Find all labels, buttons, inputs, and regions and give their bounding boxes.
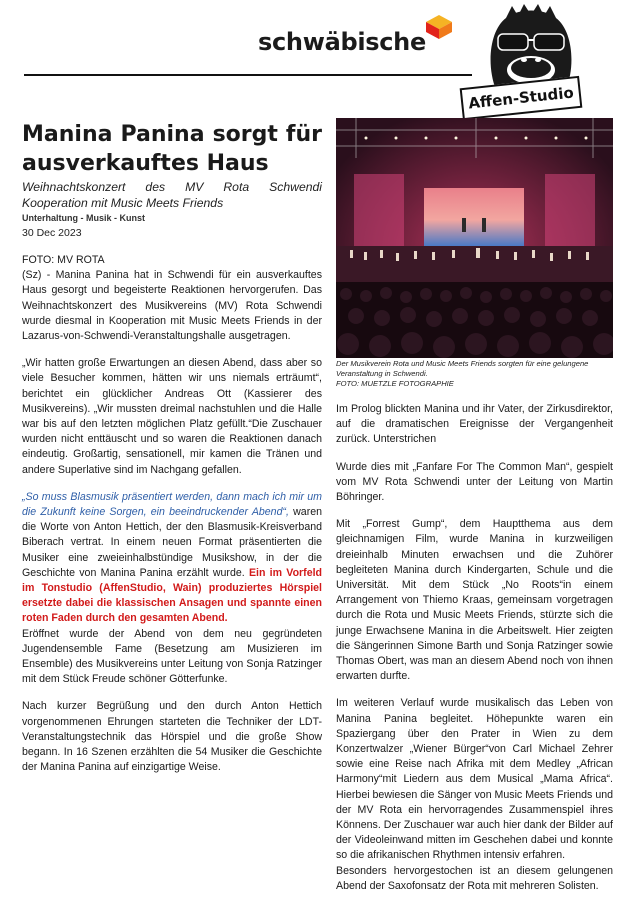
paragraph-intro: (Sz) - Manina Panina hat in Schwendi für ein ausverkauftes Haus gesorgt und begeisterte Reaktionen hervorgerufen. Das Weihnachtskonzert des Musikvereins (MV) Rota Schwendi wurde diesmal in Kooperation mit Music Meets Friends in der Lazarus-von-Schwendi-Veranstaltungshalle ausgetragen. xyxy=(22,269,322,343)
article-subheadline: Weihnachtskonzert des MV Rota Schwendi Kooperation mit Music Meets Friends xyxy=(22,180,322,210)
article-headline: Manina Panina sorgt für ausverkauftes Haus xyxy=(22,122,322,176)
left-column xyxy=(22,253,322,788)
logo-mark-icon xyxy=(426,15,452,39)
paragraph-forrest-gump: Mit „Forrest Gump“, dem Hauptthema aus dem gleichnamigen Film, wurde Manina in kurzweiligen dreieinhalb Minuten erwachsen und die Zuhörer begleiteten Manina durch Kindergarten, Schule und die Universität. Mit dem Stück „No Roots“in einem Arrangement von Thiemo Kraas, gemeinsam vorgetragen durch die Rota und Music Meets Friends, stürzte sich die junge Erwachsene Manina in die Arbeitswelt. Hier zeigten die Sängerinnen Simone Barth und Sonja Ratzinger sowie Thomas Obert, was man an diesem Abend noch von ihnen erwarten durfte. xyxy=(336,518,613,683)
paragraph-opening: Eröffnet wurde der Abend von dem neu gegründeten Jugendensemble Fame (Besetzung am Musizieren im Ensemble) des Musikvereins unter Leitung von Sonja Ratzinger mit dem Stück Freude schöner Götterfunke. xyxy=(22,627,322,686)
concert-photo xyxy=(336,118,613,358)
paragraph-fanfare: Wurde dies mit „Fanfare For The Common Man“, gespielt vom MV Rota Schwendi unter der Leitung von Martin Böhringer. xyxy=(336,460,613,504)
paragraph-quote-ott: „Wir hatten große Erwartungen an diesen Abend, dass aber so viele Besucher kommen, hätten wir uns niemals erträumt“, berichtet ein glücklicher Andreas Ott (Kassierer des Musikvereins). „Wir mussten dreimal nachstuhlen und die Halle war bis auf den letzten möglichen Platz gefüllt.“Die Zuschauer wurden nicht enttäuscht und so waren die Reaktionen danach eindeutig. Großartig, sensationell, mir kamen die Tränen und andere Superlative sind im Nachgang gefallen. xyxy=(22,357,322,476)
paragraph-prolog: Im Prolog blickten Manina und ihr Vater, der Zirkusdirektor, auf die dramatischen Ereignisse der Vergangenheit zurück. Unterstrichen xyxy=(336,403,613,446)
paragraph-saxophone: Besonders hervorgestochen ist an diesem gelungenen Abend der Saxofonsatz der Rota mit mehreren Solisten. xyxy=(336,864,613,892)
newspaper-logo: schwäbische xyxy=(258,28,426,56)
article-category: Unterhaltung - Musik - Kunst xyxy=(22,213,145,223)
caption-credit: FOTO: MUETZLE FOTOGRAPHIE xyxy=(336,379,454,388)
paragraph-show-start: Nach kurzer Begrüßung und den durch Anton Hettich vorgenommenen Ehrungen starteten die Techniker der LDT-Veranstaltungstechnik das Hörspiel und die große Show begann. In 16 Szenen erzählten die 54 Musiker die Geschichte der Manina Panina auf einzigartige Weise. xyxy=(22,700,322,774)
hoerspiel-highlight: Ein im Vorfeld im Tonstudio (AffenStudio, Wain) produziertes Hörspiel ersetzte dabei die klassischen Ansagen und spannte einen roten Faden durch den gesamten Abend. xyxy=(22,566,322,625)
paragraph-highlights: Im weiteren Verlauf wurde musikalisch das Leben von Manina Panina begleitet. Höhepunkte waren ein Spaziergang über den Prater in Wien zu dem Konzertwalzer „Wiener Bürger“von Carl Michael Zehrer sowie eine Reise nach Afrika mit dem Medley „African Harmony“mit Liedern aus dem Musical „Mama Africa“. Hierbei bewiesen die Sänger von Music Meets Friends und der MV Rota ein hervorragendes Zusammenspiel ihres Könnens. Der Zuschauer war auch hier dank der Bilder auf der Videoleinwand mitten im Geschehen dabei und konnte so die afrikanischen Rhythmen intensiv erfahren. xyxy=(336,697,613,862)
hettich-quote: „So muss Blasmusik präsentiert werden, dann mach ich mir um die Zukunft keine Sorgen, ein beeindruckender Abend“, xyxy=(22,490,322,519)
hettich-text: waren die Worte von Anton Hettich, der den Blasmusik-Kreisverband Biberach vertrat. In einem neuen Format präsentierten die Musiker eine zweieinhalbstündige Musikshow, in der die Geschichte von Manina Panina erzählt wurde. xyxy=(22,506,323,579)
right-column xyxy=(336,402,613,906)
article-date: 30 Dec 2023 xyxy=(22,227,82,239)
affen-studio-badge: Affen-Studio xyxy=(460,76,583,120)
paragraph-hettich xyxy=(22,490,322,627)
photo-caption xyxy=(336,359,626,389)
header-rule xyxy=(24,74,472,76)
photo-credit: FOTO: MV ROTA xyxy=(22,254,105,266)
caption-text: Der Musikverein Rota und Music Meets Friends sorgten für eine gelungene Veranstaltung in Schwendi. xyxy=(336,359,589,378)
